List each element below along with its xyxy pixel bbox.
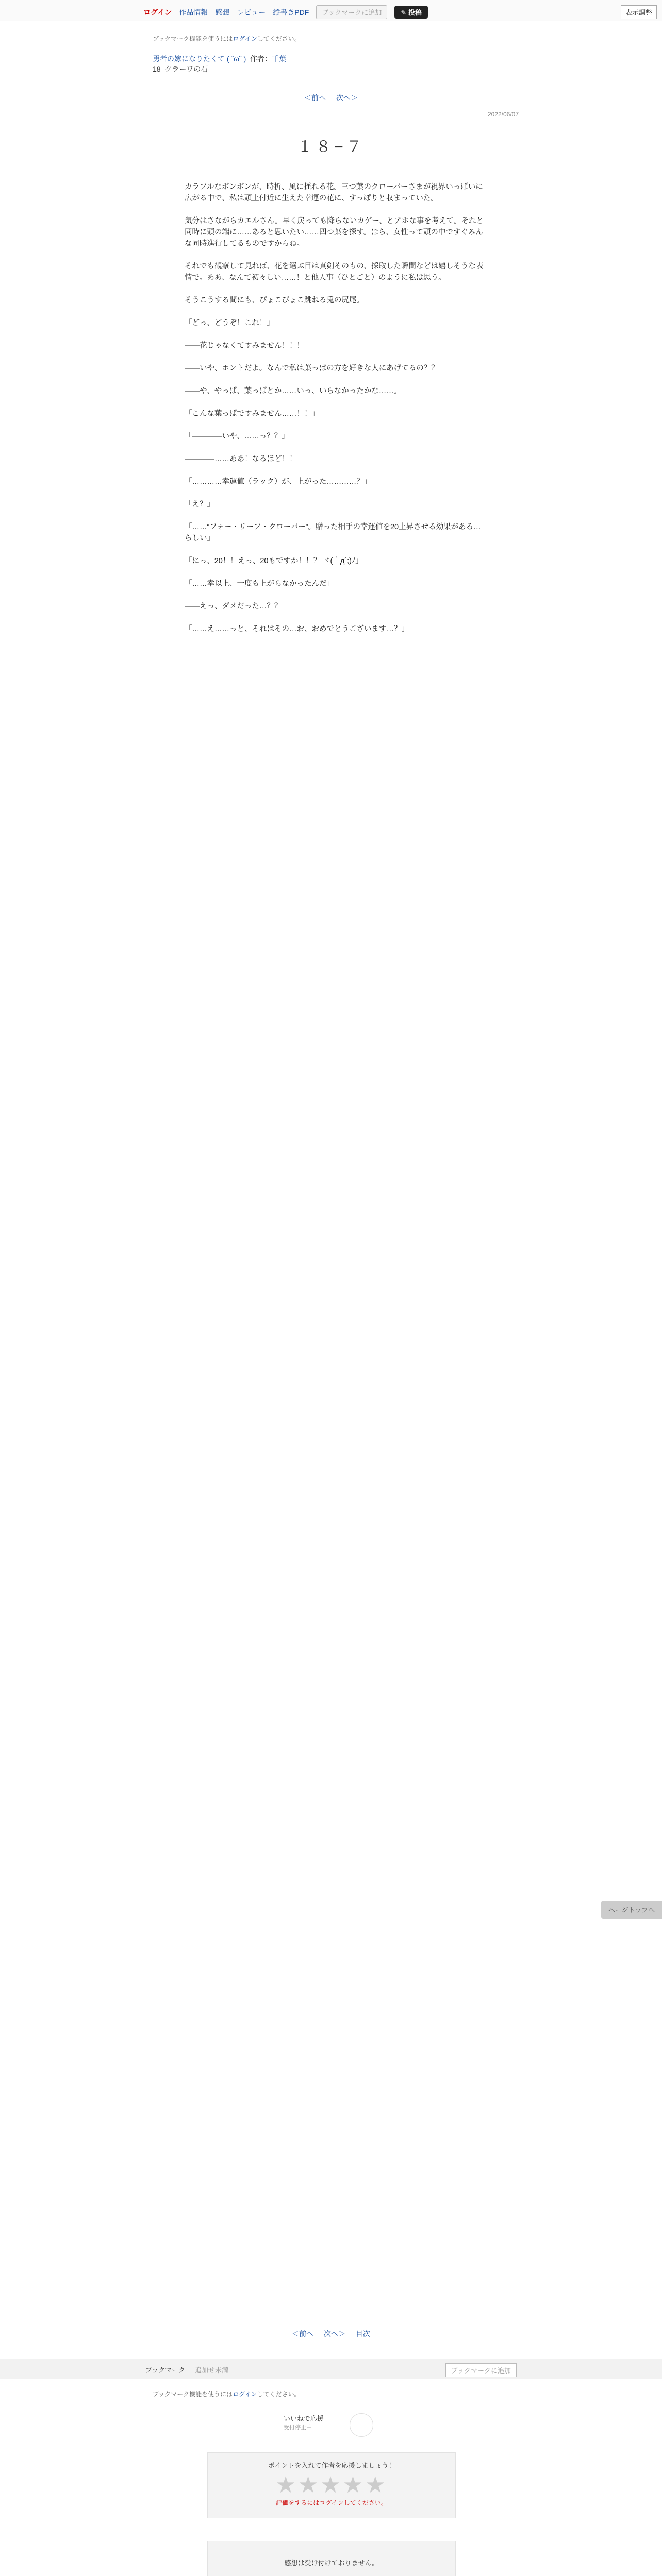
paragraph: カラフルなボンボンが、時折、風に揺れる花。三つ葉のクローバーさまが視界いっぱいに広がる中で、私は頭上付近に生えた幸運の花に、すっぽりと収まっていた。 [185, 183, 483, 202]
prev-link[interactable]: ＜前へ [304, 94, 326, 102]
rating-title: ポイントを入れて作者を応援しましょう！ [268, 2462, 395, 2469]
chapter-name: クラーワの石 [164, 65, 208, 73]
nav-reviews[interactable]: レビュー [237, 8, 266, 16]
chapter-number: 18 [153, 65, 161, 73]
page-top-button[interactable]: ページトップへ [601, 1901, 662, 1919]
author-link[interactable]: 千葉 [272, 55, 287, 63]
series-title-link[interactable]: 勇者の嫁になりたくて ( ˘ω˘ ) [153, 55, 246, 63]
breadcrumb: 勇者の嫁になりたくて ( ˘ω˘ ) 作者：千葉 18 クラーワの石 [153, 55, 287, 73]
notice-login-link-bottom[interactable]: ログイン [233, 2391, 257, 2398]
post-button[interactable]: ✎ 投稿 [394, 6, 428, 19]
paragraph: ――いや、ホントだよ。なんで私は葉っぱの方を好きな人にあげてるの？？ [185, 364, 439, 372]
top-bar [0, 0, 662, 21]
paragraph: ――や、やっぱ、葉っぱとか……いっ、いらなかったかな……。 [185, 387, 402, 395]
nav-comments[interactable]: 感想 [215, 8, 230, 16]
notice-login-link[interactable]: ログイン [233, 35, 257, 42]
paragraph: そうこうする間にも、ぴょこぴょこ跳ねる兎の尻尾。 [185, 296, 364, 304]
paragraph: それでも観察して見れば、花を選ぶ目は真剣そのもの、採取した瞬間などは嬉しそうな表情で。ああ、なんて初々しい……！と他人事（ひとごと）のように私は思う。 [185, 262, 484, 282]
bookmark-status: 追加せ未満 [195, 2366, 229, 2374]
like-status: 受付停止中 [284, 2425, 312, 2431]
paragraph: 「こんな葉っぱですみません……！！」 [185, 410, 319, 418]
like-button[interactable] [350, 2413, 373, 2437]
like-label: いいねで応援 [284, 2415, 324, 2422]
rating-panel [207, 2452, 456, 2518]
pager-bottom [0, 2329, 662, 2339]
paragraph: 「……え……っと、それはその…お、おめでとうございます…？」 [185, 625, 409, 633]
nav-vertical-pdf[interactable]: 縦書きPDF [273, 8, 309, 16]
next-link[interactable]: 次へ＞ [336, 94, 358, 102]
next-link-bottom[interactable]: 次へ＞ [324, 2330, 345, 2338]
bookmark-add-button-bottom[interactable]: ブックマークに追加 [445, 2363, 517, 2377]
rating-stars[interactable]: ★★★★★ [275, 2472, 388, 2498]
paragraph: ――――……ああ！なるほど！！ [185, 455, 297, 463]
paragraph: ――花じゃなくてすみません！！！ [185, 342, 304, 350]
pager-top [0, 93, 662, 103]
index-link[interactable]: 目次 [355, 2330, 370, 2338]
paragraph: ――えっ、ダメだった…？？ [185, 602, 282, 611]
rating-login-note: 評価をするにはログインしてください。 [276, 2499, 387, 2506]
bookmark-add-button[interactable]: ブックマークに追加 [316, 5, 387, 19]
bookmark-bar [0, 2359, 662, 2379]
chapter-title: １８−７ [297, 139, 365, 156]
display-settings-button[interactable]: 表示調整 [621, 5, 657, 19]
like-panel [284, 2413, 376, 2439]
comments-panel: 感想は受け付けておりません。 [207, 2541, 456, 2576]
paragraph: 「……幸以上、一度も上がらなかったんだ」 [185, 580, 334, 588]
paragraph: 「どっ、どうぞ！これ！」 [185, 319, 274, 327]
paragraph: 「――――いや、……っ？？」 [185, 432, 289, 440]
login-link[interactable]: ログイン [143, 8, 172, 16]
update-date: 2022/06/07 [487, 111, 519, 118]
bookmark-notice-bottom: ブックマーク機能を使うにはログインしてください。 [153, 2391, 301, 2398]
paragraph: 「…………幸運値（ラック）が、上がった…………？」 [185, 478, 372, 486]
bookmark-label: ブックマーク [145, 2366, 186, 2374]
paragraph: 「……“フォー・リーフ・クローバー”。贈った相手の幸運値を20上昇させる効果がある…らしい」 [185, 523, 481, 543]
chapter-body [185, 181, 485, 646]
prev-link-bottom[interactable]: ＜前へ [292, 2330, 314, 2338]
top-nav [143, 5, 428, 19]
paragraph: 「にっ、20！！えっ、20もですか！！？ ヾ(｀д´;)ﾉ」 [185, 557, 363, 565]
bookmark-notice: ブックマーク機能を使うにはログインしてください。 [153, 35, 301, 42]
nav-work-info[interactable]: 作品情報 [179, 8, 208, 16]
paragraph: 「え？」 [185, 500, 214, 509]
paragraph: 気分はさながらカエルさん。早く戻っても降らないカゲー、とアホな事を考えて。それと同時に頭の端に……あると思いたい……四つ葉を探す。ほら、女性って頭の中ですぐみんな同時進行してるものですからね。 [185, 217, 484, 248]
